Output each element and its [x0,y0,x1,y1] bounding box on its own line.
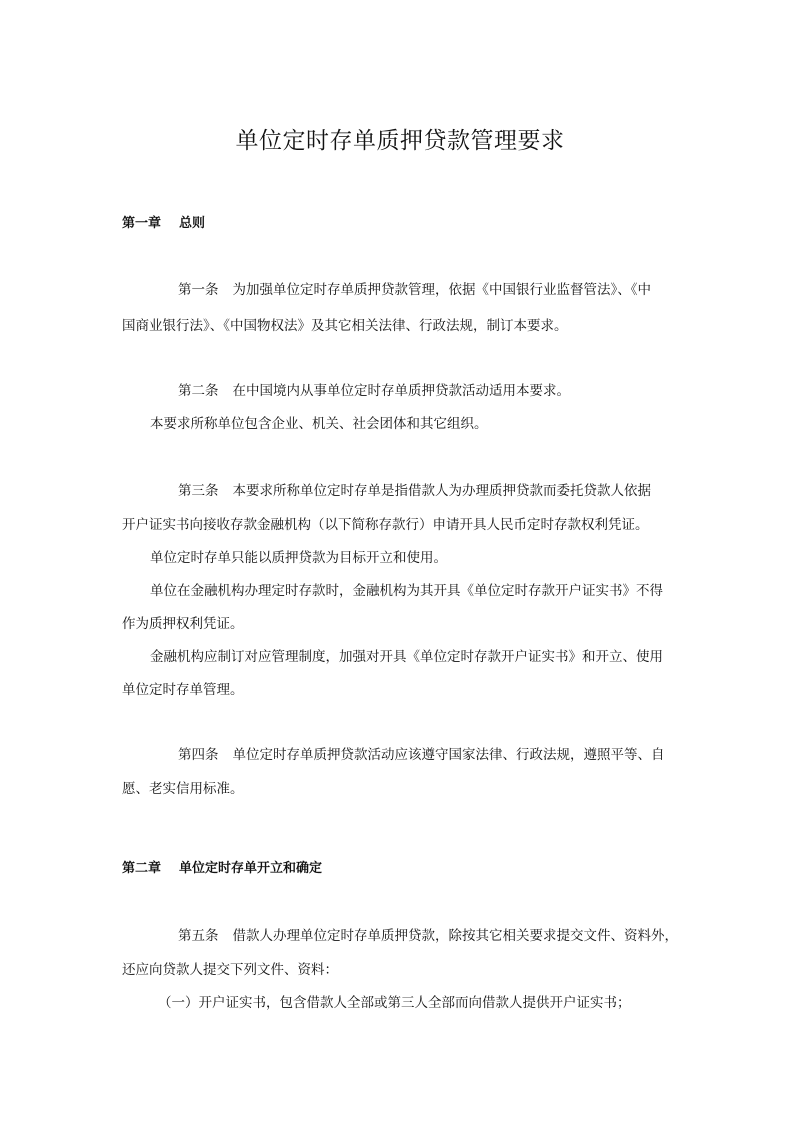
chapter-number: 第一章 [122,216,162,231]
article-paragraph [178,379,570,399]
article-number: 第二条 [178,383,219,399]
article-number: 第三条 [178,483,219,499]
chapter-name: 单位定时存单开立和确定 [179,861,323,876]
article-paragraph [178,743,665,763]
paragraph: 金融机构应制订对应管理制度，加强对开具《单位定时存款开户证实书》和开立、使用 [150,649,663,665]
paragraph-continued: 单位定时存单管理。 [122,682,244,698]
list-item: （一）开户证实书，包含借款人全部或第三人全部而向借款人提供开户证实书； [158,995,631,1011]
article-text-continued: 还应向贷款人提交下列文件、资料： [122,962,338,978]
article-text: 在中国境内从事单位定时存单质押贷款活动适用本要求。 [232,383,570,399]
article-text-continued: 开户证实书向接收存款金融机构（以下简称存款行）申请开具人民币定时存款权利凭证。 [122,517,649,533]
chapter-heading [122,212,205,231]
article-text: 本要求所称单位定时存单是指借款人为办理质押贷款而委托贷款人依据 [232,483,651,499]
article-paragraph [178,479,651,499]
article-number: 第一条 [178,282,219,298]
article-number: 第四条 [178,747,219,763]
chapter-heading [122,857,322,876]
chapter-number: 第二章 [122,861,162,876]
paragraph: 本要求所称单位包含企业、机关、社会团体和其它组织。 [150,416,488,432]
paragraph: 单位定时存单只能以质押贷款为目标开立和使用。 [150,550,447,566]
chapter-name: 总则 [179,216,206,231]
article-text: 为加强单位定时存单质押贷款管理，依据《中国银行业监督管法》、《中 [232,282,651,298]
article-number: 第五条 [178,928,219,944]
article-paragraph [178,924,678,944]
article-text: 借款人办理单位定时存单质押贷款，除按其它相关要求提交文件、资料外， [232,928,678,944]
article-text-continued: 愿、老实信用标准。 [122,781,244,797]
article-paragraph [178,278,651,298]
article-text-continued: 国商业银行法》、《中国物权法》及其它相关法律、行政法规，制订本要求。 [122,318,568,334]
article-text: 单位定时存单质押贷款活动应该遵守国家法律、行政法规，遵照平等、自 [232,747,665,763]
document-title: 单位定时存单质押贷款管理要求 [235,128,565,154]
paragraph: 单位在金融机构办理定时存款时，金融机构为其开具《单位定时存款开户证实书》不得 [150,583,663,599]
paragraph-continued: 作为质押权利凭证。 [122,616,244,632]
